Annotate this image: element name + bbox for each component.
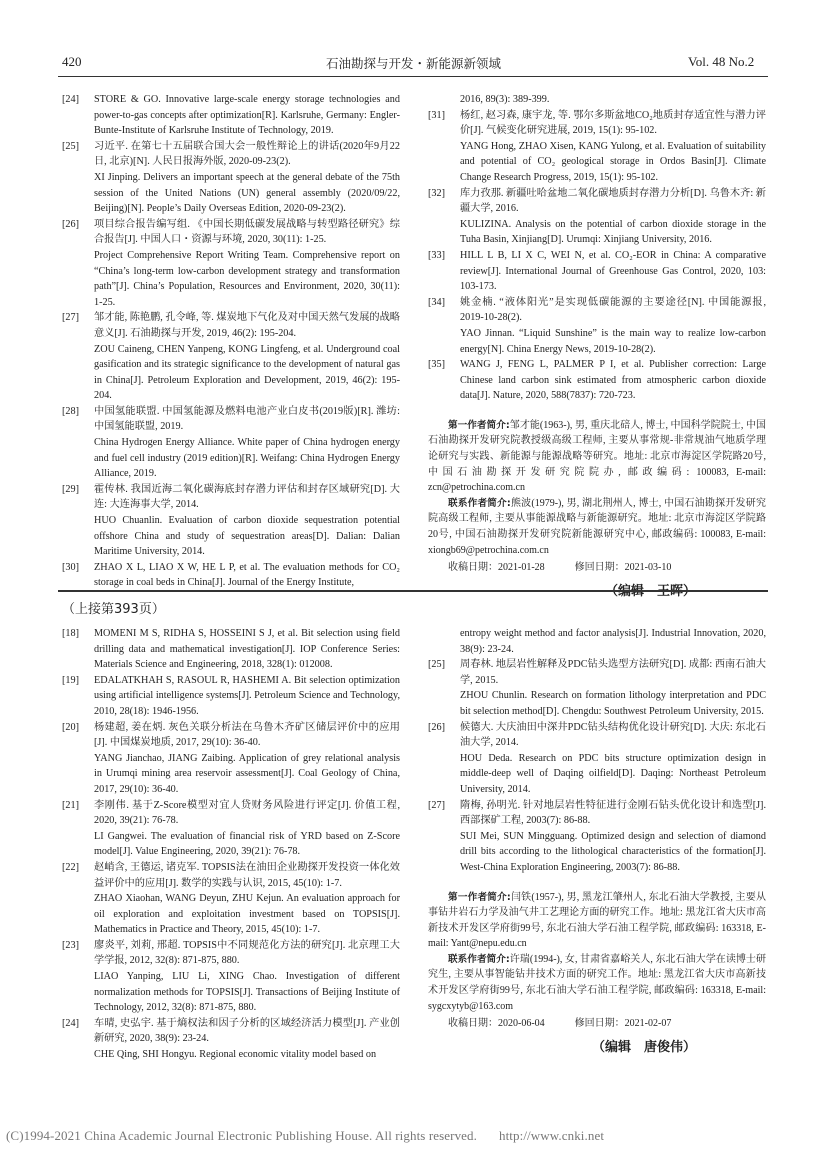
reference-number: [32] (428, 187, 445, 199)
reference-item (428, 357, 766, 404)
reference-item (62, 310, 400, 404)
first-author-bio-label: 第一作者简介: (448, 891, 511, 903)
reference-text: 隋梅, 孙明光. 针对地层岩性特征进行金刚石钻头优化设计和选型[J]. 西部探矿工程, 2003(7): 86-88. (460, 799, 766, 827)
reference-item (62, 560, 400, 591)
reference-text: 杨建超, 姜在炳. 灰色关联分析法在乌鲁木齐矿区储层评价中的应用[J]. 中国煤炭地质, 2017, 29(10): 36-40. (94, 721, 400, 749)
editor-note: （编辑 唐俊伟） (591, 1039, 696, 1055)
section-divider (58, 590, 768, 592)
reference-text: EDALATKHAH S, RASOUL R, HASHEMI A. Bit selection optimization using artificial intelligence systems[J]. Petroleum Science and Technology, 2010, 28(18): 1946-1956. (94, 674, 400, 717)
reference-item (428, 186, 766, 248)
reference-number: [27] (428, 799, 445, 811)
contact-author-bio-label: 联系作者简介: (448, 497, 511, 509)
page-number: 420 (62, 54, 82, 69)
reference-number: [26] (62, 218, 79, 230)
reference-number: [31] (428, 109, 445, 121)
reference-text: 习近平. 在第七十五届联合国大会一般性辩论上的讲话(2020年9月22日, 北京)[N]. 人民日报海外版, 2020-09-23(2). (94, 140, 400, 168)
reference-text: YAO Jinnan. “Liquid Sunshine” is the main way to realize low-carbon energy[N]. China Energy News, 2019-10-28(2). (460, 327, 766, 355)
references-bottom-left (62, 626, 400, 1063)
contact-author-bio (428, 496, 766, 558)
reference-text: 霍传林. 我国近海二氧化碳海底封存潜力评估和封存区域研究[D]. 大连: 大连海事大学, 2014. (94, 483, 400, 511)
reference-item (62, 139, 400, 217)
reference-text: SUI Mei, SUN Mingguang. Optimized design and selection of diamond drill bits according to the lithological characteristics of the formation[J]. West-China Exploration Engineering, 2003(7): 86-88. (460, 830, 766, 873)
revised-date: 修回日期：2021-03-10 (574, 562, 672, 574)
contact-author-bio-label: 联系作者简介: (448, 953, 510, 965)
reference-number: [25] (428, 659, 445, 671)
reference-text: 赵峭含, 王德运, 诸克军. TOPSIS法在油田企业勘探开发投资一体化效益评价中的应用[J]. 数学的实践与认识, 2015, 45(10): 1-7. (94, 861, 400, 889)
reference-text: LI Gangwei. The evaluation of financial risk of YRD based on Z-Score model[J]. Value Engineering, 2020, 39(21): 76-78. (94, 830, 400, 858)
received-date: 收稿日期：2020-06-04 (448, 1018, 545, 1030)
reference-text: LIAO Yanping, LIU Li, XING Chao. Investigation of different normalization methods for TOPSIS[J]. Transactions of Beijing Institute of Technology, 2012, 32(8): 871-875, 880. (94, 971, 400, 1014)
reference-number: [26] (428, 721, 445, 733)
reference-item (428, 798, 766, 876)
contact-author-bio-text: 许瑞(1994-), 女, 甘肃省嘉峪关人, 东北石油大学在读博士研究生, 主要从事智能钻井技术方面的研究工作。地址: 黑龙江省大庆市高新技术开发区学府街99号, 东北石油大学石油工程学院, 邮政编码: 163318, E-mail: sygcxytyb@163.com (428, 953, 766, 1012)
reference-text: 中国氢能联盟. 中国氢能源及燃料电池产业白皮书(2019版)[R]. 潍坊: 中国氢能联盟, 2019. (94, 405, 400, 433)
reference-number: [20] (62, 721, 79, 733)
reference-text: 李刚伟. 基于Z-Score模型对宜人贷财务风险进行评定[J]. 价值工程, 2020, 39(21): 76-78. (94, 799, 400, 827)
reference-text: HUO Chuanlin. Evaluation of carbon dioxide sequestration potential offshore China and study of sequestration areas[D]. Dalian: Dalian Maritime University, 2014. (94, 515, 400, 558)
reference-text: 周春林. 地层岩性解释及PDC钻头选型方法研究[D]. 成都: 西南石油大学, 2015. (460, 659, 766, 686)
reference-number: [25] (62, 140, 79, 152)
reference-item (62, 626, 400, 673)
reference-item (428, 626, 766, 657)
contact-author-bio (428, 952, 766, 1014)
reference-number: [22] (62, 861, 79, 873)
first-author-bio (428, 418, 766, 496)
reference-text: ZOU Caineng, CHEN Yanpeng, KONG Lingfeng, et al. Underground coal gasification and its strategic significance to the development of natural gas in China[J]. Petroleum Exploration and Development, 2019, 46(2): 195-204. (94, 343, 400, 402)
reference-item (62, 673, 400, 720)
reference-item (62, 92, 400, 139)
reference-text: China Hydrogen Energy Alliance. White paper of China hydrogen energy and fuel cell industry (2019 edition)[R]. Weifang: China Hydrogen Energy Alliance, 2019. (94, 437, 400, 480)
reference-text: 杨红, 赵习森, 康宇龙, 等. 鄂尔多斯盆地CO₂地质封存适宜性与潜力评价[J]. 气候变化研究进展, 2019, 15(1): 95-102. (460, 109, 766, 137)
reference-number: [28] (62, 405, 79, 417)
reference-item (428, 248, 766, 295)
header-rule (58, 76, 768, 77)
reference-item (62, 1016, 400, 1063)
reference-item (62, 217, 400, 311)
reference-text: MOMENI M S, RIDHA S, HOSSEINI S J, et al. Bit selection using field drilling data and mathematical investigation[J]. IOP Conference Series: Materials Science and Engineering, 2018, 328(1): 012008. (94, 628, 400, 671)
reference-item (428, 720, 766, 798)
reference-text: 姚金楠. “液体阳光”是实现低碳能源的主要途径[N]. 中国能源报, 2019-10-28(2). (460, 296, 766, 324)
reference-number: [19] (62, 674, 79, 686)
reference-text: YANG Jianchao, JIANG Zaibing. Application of grey relational analysis in Urumqi mining area reservoir assessment[J]. Coal Geology of China, 2017, 29(10): 36-40. (94, 752, 400, 795)
reference-text: 候德大. 大庆油田中深井PDC钻头结构优化设计研究[D]. 大庆: 东北石油大学, 2014. (460, 721, 766, 749)
author-bio-bottom (428, 890, 766, 1056)
cnki-link[interactable]: http://www.cnki.net (499, 1128, 605, 1143)
reference-number: [27] (62, 312, 79, 324)
reference-text: HOU Deda. Research on PDC bits structure optimization design in middle-deep well of Daqing oilfield[D]. Daqing: Northeast Petroleum University, 2014. (460, 752, 766, 795)
reference-text: STORE & GO. Innovative large-scale energy storage technologies and power-to-gas concepts after optimization[R]. Karlsruhe, Germany: Engler-Bunte-Institute of Karlsruhe Institute of Technology, 2019. (94, 94, 400, 137)
reference-text: HILL L B, LI X C, WEI N, et al. CO₂-EOR in China: A comparative review[J]. International Journal of Greenhouse Gas Control, 2020, 103: 103-173. (460, 249, 766, 293)
reference-number: [34] (428, 296, 445, 308)
first-author-bio (428, 890, 766, 952)
references-top-left (62, 92, 400, 591)
reference-item (62, 798, 400, 860)
reference-item (62, 404, 400, 482)
reference-number: [21] (62, 799, 79, 811)
reference-number: [33] (428, 249, 445, 261)
reference-number: [29] (62, 483, 79, 495)
reference-text: WANG J, FENG L, PALMER P I, et al. Publisher correction: Large Chinese land carbon sink estimated from atmospheric carbon dioxide data[J]. Nature, 2020, 588(7837): 720-723. (460, 359, 766, 402)
volume-issue: Vol. 48 No.2 (688, 54, 755, 69)
reference-text: ZHAO Xiaohan, WANG Deyun, ZHU Kejun. An evaluation approach for oil exploration and exploitation investment based on TOPSIS[J]. Mathematics in Practice and Theory, 2015, 45(10): 1-7. (94, 893, 400, 936)
reference-text: ZHAO X L, LIAO X W, HE L P, et al. The evaluation methods for CO₂ storage in coal beds in China[J]. Journal of the Energy Institute, (94, 561, 400, 589)
reference-text: 车晴, 史弘宇. 基于熵权法和因子分析的区域经济活力模型[J]. 产业创新研究, 2020, 38(9): 23-24. (94, 1017, 400, 1045)
continued-note: （上接第393页） (62, 602, 165, 617)
reference-text: XI Jinping. Delivers an important speech at the general debate of the 75th session of the United Nations (UN) general assembly (2020/09/22, Beijing)[N]. People’s Daily Overseas Edition, 2020-09-23(2). (94, 171, 400, 215)
reference-number: [23] (62, 939, 79, 951)
reference-text: 2016, 89(3): 389-399. (460, 94, 550, 105)
reference-item (428, 295, 766, 357)
dates (448, 1016, 766, 1032)
copyright-text: (C)1994-2021 China Academic Journal Electronic Publishing House. All rights reserved. (6, 1128, 477, 1143)
reference-item (62, 720, 400, 798)
reference-number: [35] (428, 359, 445, 371)
first-author-bio-text: 邹才能(1963-), 男, 重庆北碚人, 博士, 中国科学院院士, 中国石油勘探开发研究院教授级高级工程师, 主要从事常规-非常规油气地质学理论研究与实践、新能源与能源战略等研究。地址: 北京市海淀区学院路20号, 中国石油勘探开发研究院院办, 邮政编码: 100083, E-mail: zcn@petrochina.com.cn (428, 419, 766, 494)
first-author-bio-label: 第一作者简介: (448, 419, 510, 431)
references-bottom-right (428, 626, 766, 1055)
reference-item (62, 860, 400, 938)
reference-text: KULIZINA. Analysis on the potential of carbon dioxide storage in the Tuha Basin, Xinjiang[D]. Urumqi: Xinjiang University, 2016. (460, 218, 766, 246)
reference-text: entropy weight method and factor analysis[J]. Industrial Innovation, 2020, 38(9): 23-24. (460, 628, 766, 655)
reference-number: [24] (62, 1017, 79, 1029)
author-bio-top (428, 418, 766, 600)
reference-item (428, 92, 766, 108)
reference-text: 廖炎平, 刘莉, 邢超. TOPSIS中不同规范化方法的研究[J]. 北京理工大学学报, 2012, 32(8): 871-875, 880. (94, 939, 400, 967)
reference-number: [24] (62, 94, 79, 105)
reference-text: 项目综合报告编写组. 《中国长期低碳发展战略与转型路径研究》综合报告[J]. 中国人口・资源与环境, 2020, 30(11): 1-25. (94, 218, 400, 246)
reference-text: ZHOU Chunlin. Research on formation lithology interpretation and PDC bit selection method[D]. Chengdu: Southwest Petroleum University, 2015. (460, 690, 766, 717)
reference-text: CHE Qing, SHI Hongyu. Regional economic vitality model based on (94, 1049, 377, 1061)
references-top-right (428, 92, 766, 599)
reference-text: 库力孜那. 新疆吐哈盆地二氧化碳地质封存潜力分析[D]. 乌鲁木齐: 新疆大学, 2016. (460, 187, 766, 215)
footer (6, 1128, 604, 1144)
reference-item (428, 657, 766, 719)
reference-text: YANG Hong, ZHAO Xisen, KANG Yulong, et al. Evaluation of suitability and potential of CO₂ geological storage in Ordos Basin[J]. Climate Change Research Progress, 2019, 15(1): 95-102. (460, 140, 766, 183)
contact-author-bio-text: 熊波(1979-), 男, 湖北荆州人, 博士, 中国石油勘探开发研究院高级工程师, 主要从事能源战略与新能源研究。地址: 北京市海淀区学院路20号, 中国石油勘探开发研究院新能源研究中心, 邮政编码: 100083, E-mail: xiongb69@petrochina.com.cn (428, 497, 766, 556)
reference-number: [30] (62, 561, 79, 573)
reference-text: Project Comprehensive Report Writing Team. Comprehensive report on “China’s long-term low-carbon development strategy and transformation path”[J]. China’s Population, Resources and Environment, 2020, 30(11): 1-25. (94, 249, 400, 308)
reference-text: 邹才能, 陈艳鹏, 孔令峰, 等. 煤炭地下气化及对中国天然气发展的战略意义[J]. 石油勘探与开发, 2019, 46(2): 195-204. (94, 312, 400, 339)
reference-item (62, 938, 400, 1016)
journal-title: 石油勘探与开发・新能源新领域 (326, 56, 502, 71)
received-date: 收稿日期：2021-01-28 (448, 562, 545, 574)
reference-number: [18] (62, 628, 79, 639)
reference-item (62, 482, 400, 560)
dates (448, 560, 766, 576)
first-author-bio-text: 闫铁(1957-), 男, 黑龙江肇州人, 东北石油大学教授, 主要从事钻井岩石力学及油气井工艺理论方面的研究工作。地址: 黑龙江省大庆市高新技术开发区学府街99号, 东北石油大学石油工程学院, 邮政编码: 163318, E-mail: Yant@nepu.edu.cn (428, 891, 766, 950)
revised-date: 修回日期：2021-02-07 (574, 1018, 672, 1030)
reference-item (428, 108, 766, 186)
